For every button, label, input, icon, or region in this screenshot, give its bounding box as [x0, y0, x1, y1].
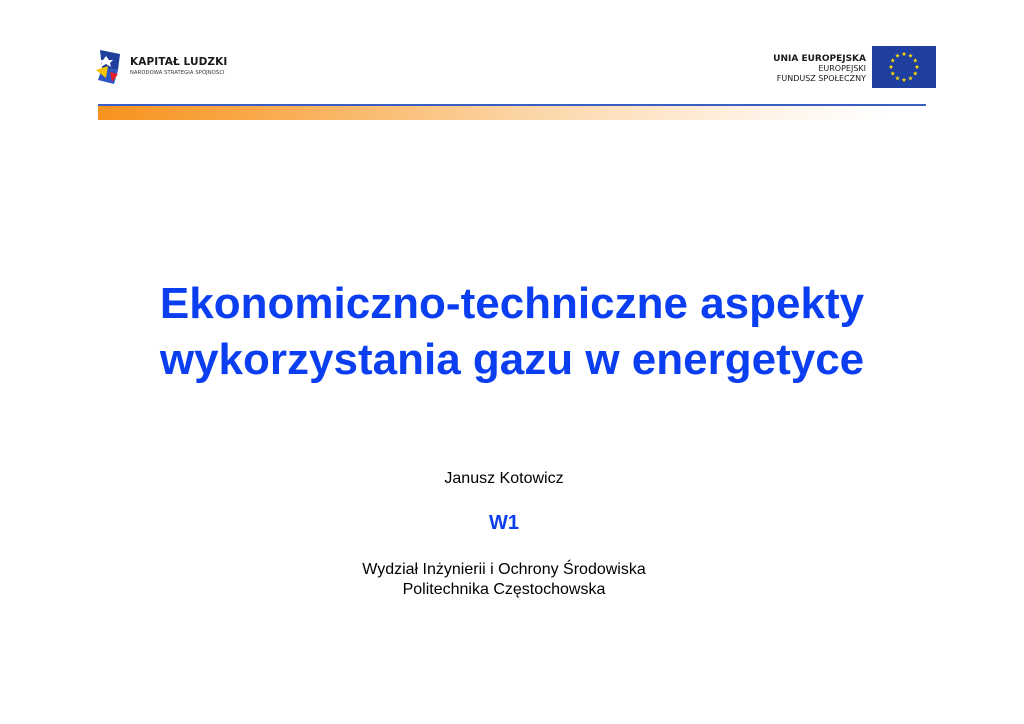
eu-fund-text — [773, 54, 866, 84]
affiliation-faculty: Wydział Inżynierii i Ochrony Środowiska — [362, 561, 646, 578]
affiliation-university: Politechnika Częstochowska — [402, 581, 606, 598]
eu-line-union: UNIA EUROPEJSKA — [773, 54, 866, 64]
kapital-ludzki-emblem-icon — [96, 48, 128, 88]
eu-line-european: EUROPEJSKI — [818, 64, 866, 73]
eu-flag-icon — [872, 46, 936, 88]
header-gradient-bar — [98, 106, 888, 120]
eu-line-social-fund: FUNDUSZ SPOŁECZNY — [776, 74, 866, 83]
slide-title-line-2: wykorzystania gazu w energetyce — [159, 335, 865, 384]
kapital-ludzki-name: KAPITAŁ LUDZKI — [130, 56, 228, 68]
author-name: Janusz Kotowicz — [444, 470, 564, 487]
lecture-code: W1 — [489, 512, 519, 534]
slide-title-line-1: Ekonomiczno-techniczne aspekty — [159, 279, 865, 328]
kapital-ludzki-logo — [96, 48, 236, 88]
affiliation — [0, 560, 1008, 600]
eu-fund-logo — [676, 46, 936, 90]
kapital-ludzki-tagline: NARODOWA STRATEGIA SPÓJNOŚCI — [130, 70, 225, 76]
slide-title — [0, 276, 1024, 388]
